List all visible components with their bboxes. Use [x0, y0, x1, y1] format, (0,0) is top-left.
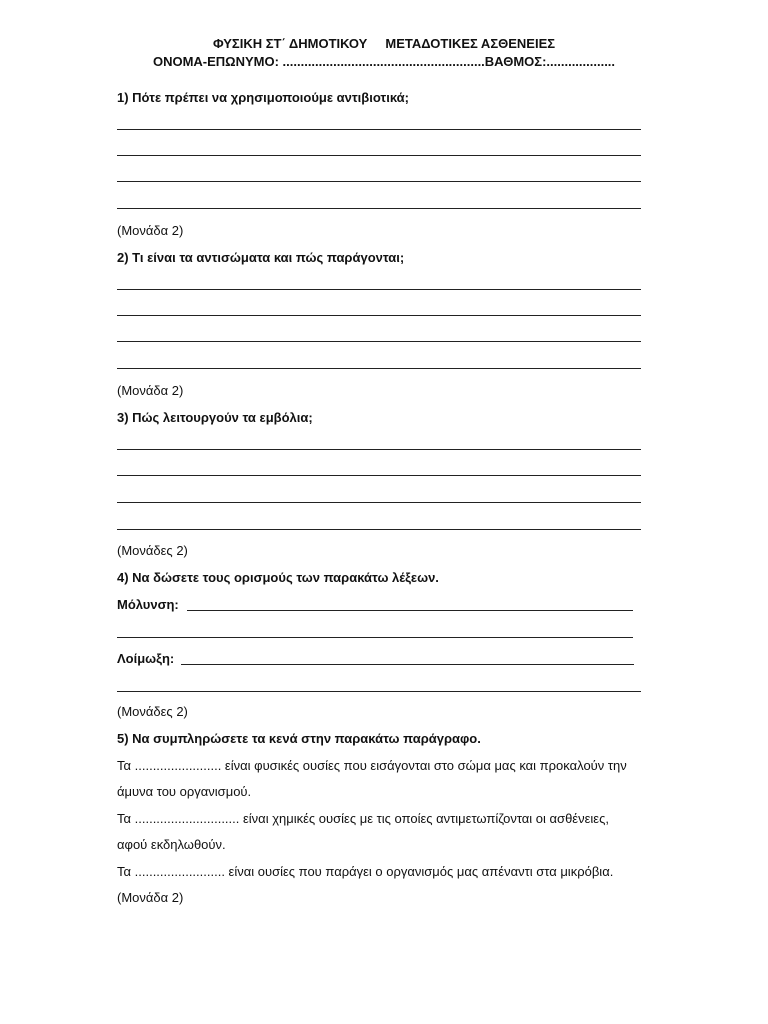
fill-blank-sentence-3: Τα ......................... είναι ουσίες που παράγει ο οργανισμός μας απέναντι στα μικρόβια.: [117, 864, 614, 879]
fill-blank-sentence-2: Τα ............................. είναι χημικές ουσίες με τις οποίες αντιμετωπίζονται οι ασθένειες,: [117, 811, 609, 826]
answer-line[interactable]: [117, 155, 641, 156]
answer-line[interactable]: [181, 664, 634, 665]
question-2: 2) Τι είναι τα αντισώματα και πώς παράγονται;: [117, 250, 405, 265]
question-3-points: (Μονάδες 2): [117, 543, 188, 558]
question-1-points: (Μονάδα 2): [117, 223, 184, 238]
subject-title: ΦΥΣΙΚΗ ΣΤ΄ ΔΗΜΟΤΙΚΟΥ: [212, 36, 368, 51]
answer-line[interactable]: [117, 475, 641, 476]
answer-line[interactable]: [117, 529, 641, 530]
question-5: 5) Να συμπληρώσετε τα κενά στην παρακάτω παράγραφο.: [117, 731, 481, 746]
question-4-points: (Μονάδες 2): [117, 704, 188, 719]
topic-title: ΜΕΤΑΔΟΤΙΚΕΣ ΑΣΘΕΝΕΙΕΣ: [385, 36, 556, 51]
question-2-points: (Μονάδα 2): [117, 383, 184, 398]
answer-line[interactable]: [117, 341, 641, 342]
answer-line[interactable]: [117, 129, 641, 130]
answer-line[interactable]: [117, 368, 641, 369]
worksheet-title: [0, 36, 768, 52]
answer-line[interactable]: [117, 502, 641, 503]
answer-line[interactable]: [117, 637, 633, 638]
answer-line[interactable]: [187, 610, 633, 611]
name-grade-line: ΟΝΟΜΑ-ΕΠΩΝΥΜΟ: ........................................................ΒΑΘΜΟΣ:...................: [152, 54, 616, 69]
answer-line[interactable]: [117, 449, 641, 450]
question-1: 1) Πότε πρέπει να χρησιμοποιούμε αντιβιοτικά;: [117, 90, 409, 105]
answer-line[interactable]: [117, 315, 641, 316]
fill-blank-sentence-1-cont: άμυνα του οργανισμού.: [117, 784, 252, 799]
answer-line[interactable]: [117, 289, 641, 290]
answer-line[interactable]: [117, 691, 641, 692]
term-molynsi-label: Μόλυνση:: [117, 597, 179, 612]
answer-line[interactable]: [117, 181, 641, 182]
question-5-points: (Μονάδα 2): [117, 890, 184, 905]
fill-blank-sentence-2-cont: αφού εκδηλωθούν.: [117, 837, 226, 852]
question-3: 3) Πώς λειτουργούν τα εμβόλια;: [117, 410, 313, 425]
question-4: 4) Να δώσετε τους ορισμούς των παρακάτω λέξεων.: [117, 570, 439, 585]
term-loimoxi-label: Λοίμωξη:: [117, 651, 175, 666]
answer-line[interactable]: [117, 208, 641, 209]
fill-blank-sentence-1: Τα ........................ είναι φυσικές ουσίες που εισάγονται στο σώμα μας και προκαλούν την: [117, 758, 627, 773]
